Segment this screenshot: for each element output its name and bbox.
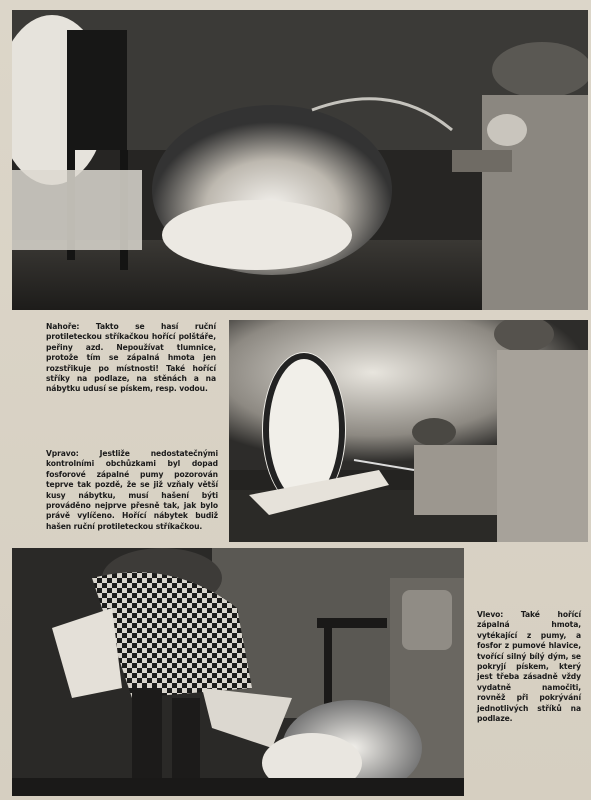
caption-left <box>477 610 581 724</box>
caption-right-lead: Vpravo: <box>46 449 100 458</box>
caption-right-text: Jestliže nedostatečnými kontrolními obchůzkami byl dopad fosforové zápalné pumy pozorován teprve tak pozdě, že se již vzňaly větší kusy nábytku, musí hašení býti prováděno nejprve přesně tak, jak bylo právě vylíčeno. Hořící nábytek budiž hašen ruční protileteckou stříkačkou. <box>46 449 218 531</box>
caption-right <box>46 449 218 532</box>
caption-top <box>46 322 216 395</box>
caption-top-text: Takto se hasí ruční protileteckou stříkačkou hořící polštáře, peřiny azd. Nepoužívat tlumnice, protože tím se zápalná hmota jen rozstřikuje po místnosti! Také hořící stříky na podlaze, na stěnách a na nábytku udusí se pískem, resp. vodou. <box>46 322 216 394</box>
photo-woman-covering-fire-with-sand <box>12 548 464 796</box>
caption-left-lead: Vlevo: <box>477 610 521 619</box>
photo-firefighter-spraying-furniture <box>229 320 588 542</box>
caption-top-lead: Nahoře: <box>46 322 96 331</box>
caption-left-text: Také hořící zápalná hmota, vytékající z pumy, a fosfor z pumové hlavice, tvořící silný bílý dým, se pokryjí pískem, který jest třeba zásadně vždy vydatně namočiti, rovněž při pokrývání jednotlivých stříků na podlaze. <box>477 610 581 724</box>
photo-firefighter-spraying-burning-chair <box>12 10 588 310</box>
